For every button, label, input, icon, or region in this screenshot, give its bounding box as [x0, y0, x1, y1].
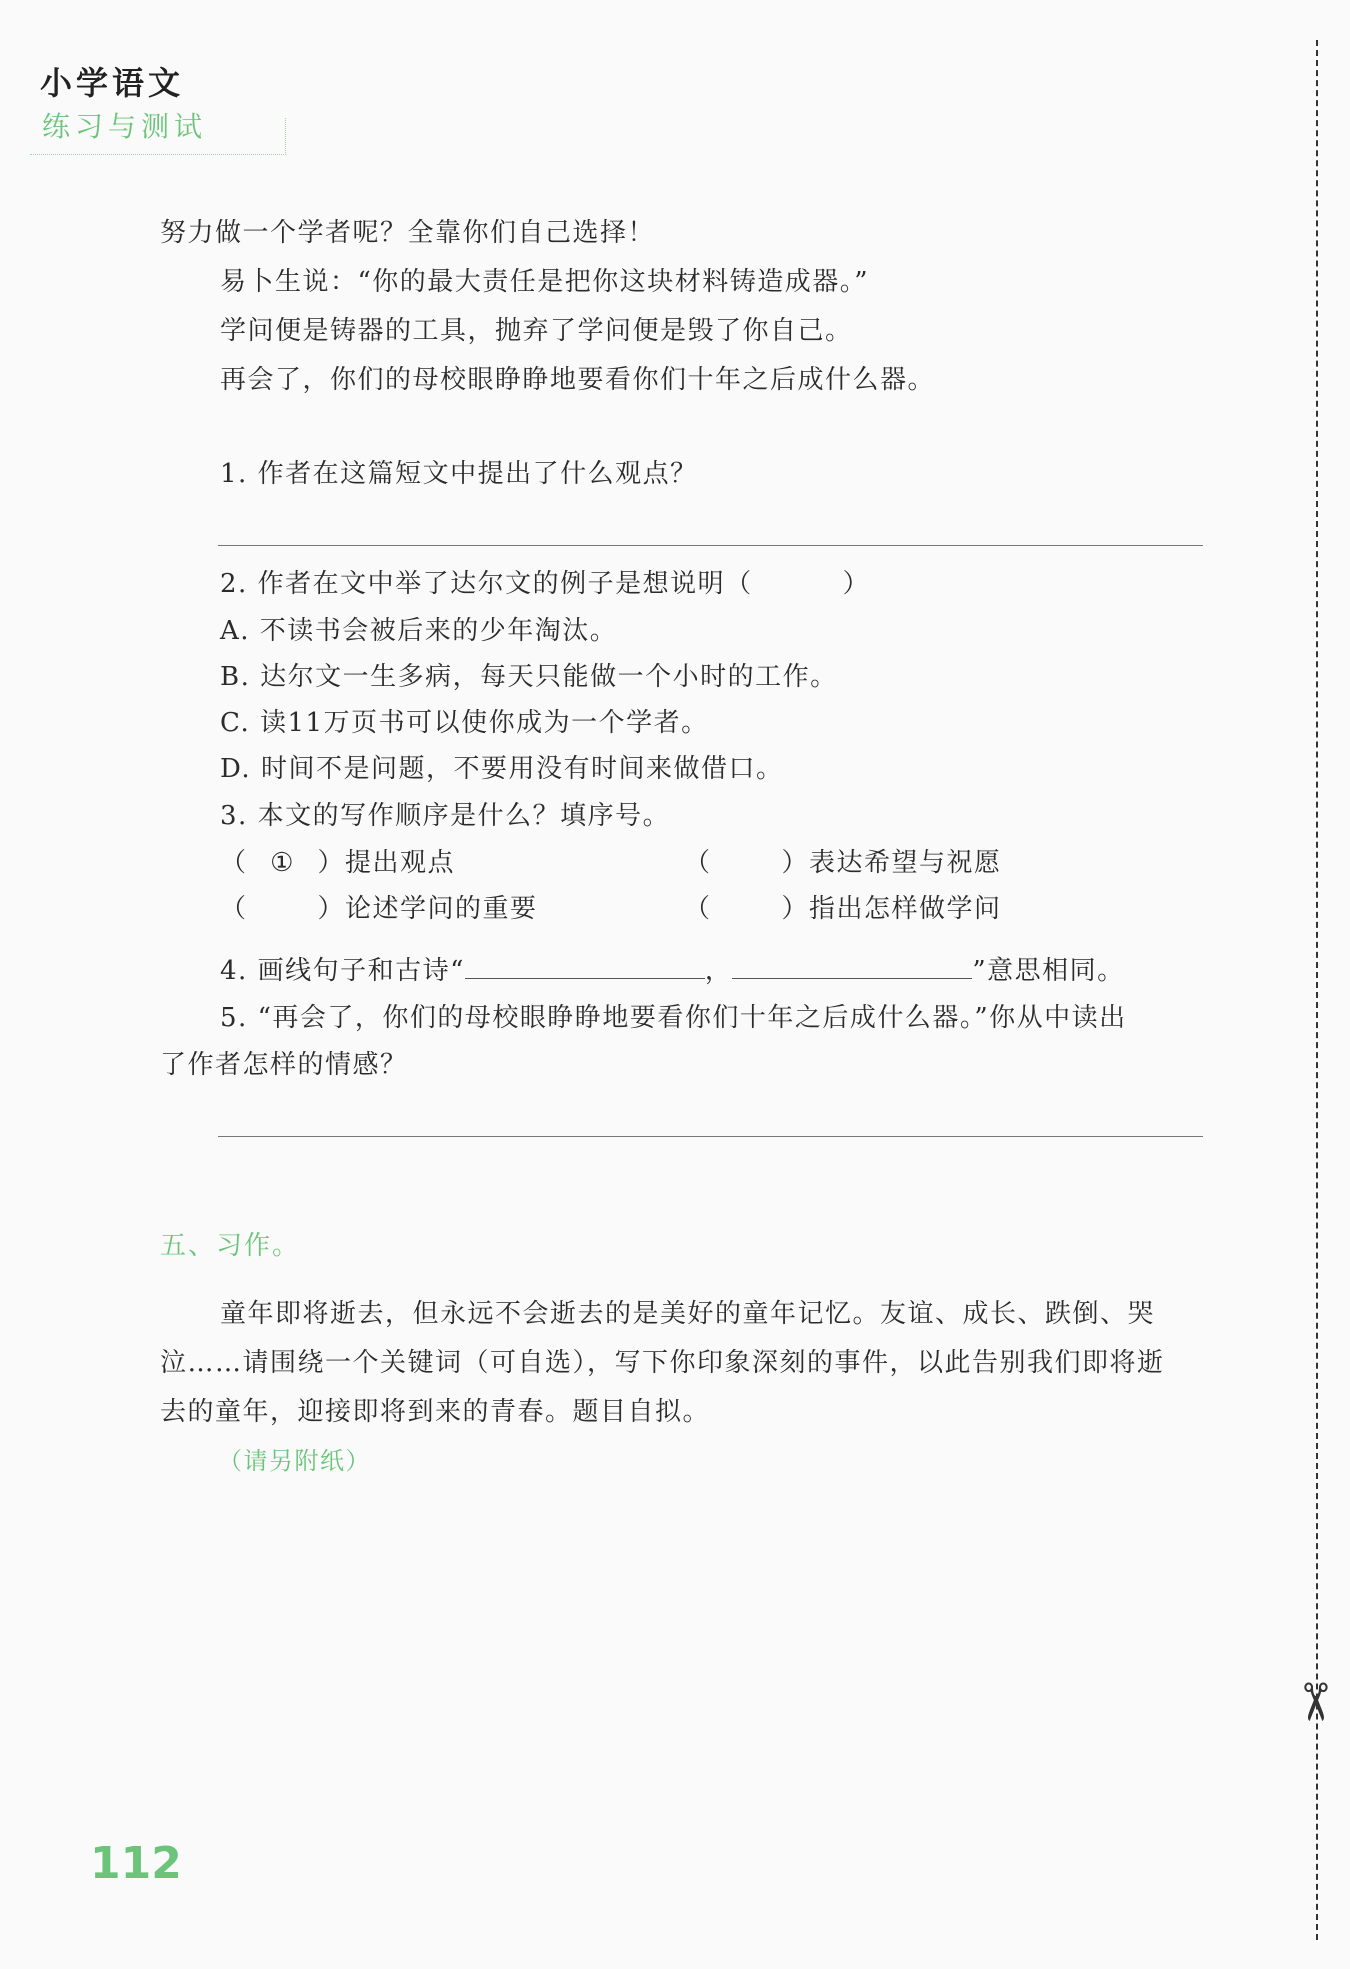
option-d[interactable]: D. 时间不是问题，不要用没有时间来做借口。 [220, 754, 784, 784]
question-4: 4. 画线句子和古诗“ ， ”意思相同。 [220, 956, 1125, 986]
question-5: 5. “再会了，你们的母校眼睁睁地要看你们十年之后成什么器。”你从中读出 [220, 1003, 1127, 1033]
essay-prompt-line: 去的童年，迎接即将到来的青春。题目自拟。 [160, 1397, 711, 1427]
passage-line: 努力做一个学者呢？全靠你们自己选择！ [160, 218, 656, 248]
scissors-icon: ✂ [1283, 1680, 1344, 1724]
order-item: （ ）指出怎样做学问 [684, 894, 1002, 924]
order-item: （ ）论述学问的重要 [220, 894, 538, 924]
cut-line [1316, 40, 1318, 1940]
passage-line: 再会了，你们的母校眼睁睁地要看你们十年之后成什么器。 [220, 365, 936, 395]
answer-line-q5[interactable] [218, 1136, 1203, 1137]
question-2-text: 2. 作者在文中举了达尔文的例子是想说明（ [220, 569, 753, 599]
question-3: 3. 本文的写作顺序是什么？填序号。 [220, 801, 671, 831]
poem-blank-2[interactable] [732, 954, 972, 979]
question-4-text: 4. 画线句子和古诗“ [220, 956, 465, 986]
question-2 [220, 563, 870, 600]
option-a[interactable]: A. 不读书会被后来的少年淘汰。 [220, 616, 618, 646]
order-blank[interactable]: ① [270, 848, 295, 878]
page-number: 112 [90, 1838, 182, 1889]
section-title: 五、习作。 [160, 1231, 301, 1261]
question-5-cont: 了作者怎样的情感？ [160, 1050, 408, 1080]
order-item-label: 论述学问的重要 [345, 894, 538, 924]
book-title: 小学语文 [40, 64, 185, 102]
option-c[interactable]: C. 读11万页书可以使你成为一个学者。 [220, 708, 709, 738]
order-item: （ ）表达希望与祝愿 [684, 848, 1002, 878]
essay-prompt-line: 童年即将逝去，但永远不会逝去的是美好的童年记忆。友谊、成长、跌倒、哭 [220, 1299, 1156, 1329]
question-4-tail: ”意思相同。 [972, 956, 1125, 986]
poem-blank-1[interactable] [465, 954, 705, 979]
essay-prompt-line: 泣……请围绕一个关键词（可自选），写下你印象深刻的事件，以此告别我们即将逝 [160, 1348, 1165, 1378]
order-item-label: 提出观点 [345, 848, 456, 878]
option-b[interactable]: B. 达尔文一生多病，每天只能做一个小时的工作。 [220, 662, 838, 692]
order-item: （ ① ）提出观点 [220, 848, 456, 878]
passage-line: 学问便是铸器的工具，抛弃了学问便是毁了你自己。 [220, 316, 853, 346]
question-2-close: ） [842, 569, 871, 599]
question-1: 1. 作者在这篇短文中提出了什么观点？ [220, 459, 698, 489]
attach-paper-note: （请另附纸） [218, 1447, 371, 1475]
passage-line: 易卜生说：“你的最大责任是把你这块材料铸造成器。” [220, 267, 870, 297]
book-subtitle: 练习与测试 [42, 110, 208, 143]
answer-line-q1[interactable] [218, 545, 1203, 546]
order-item-label: 表达希望与祝愿 [809, 848, 1002, 878]
order-item-label: 指出怎样做学问 [809, 894, 1002, 924]
